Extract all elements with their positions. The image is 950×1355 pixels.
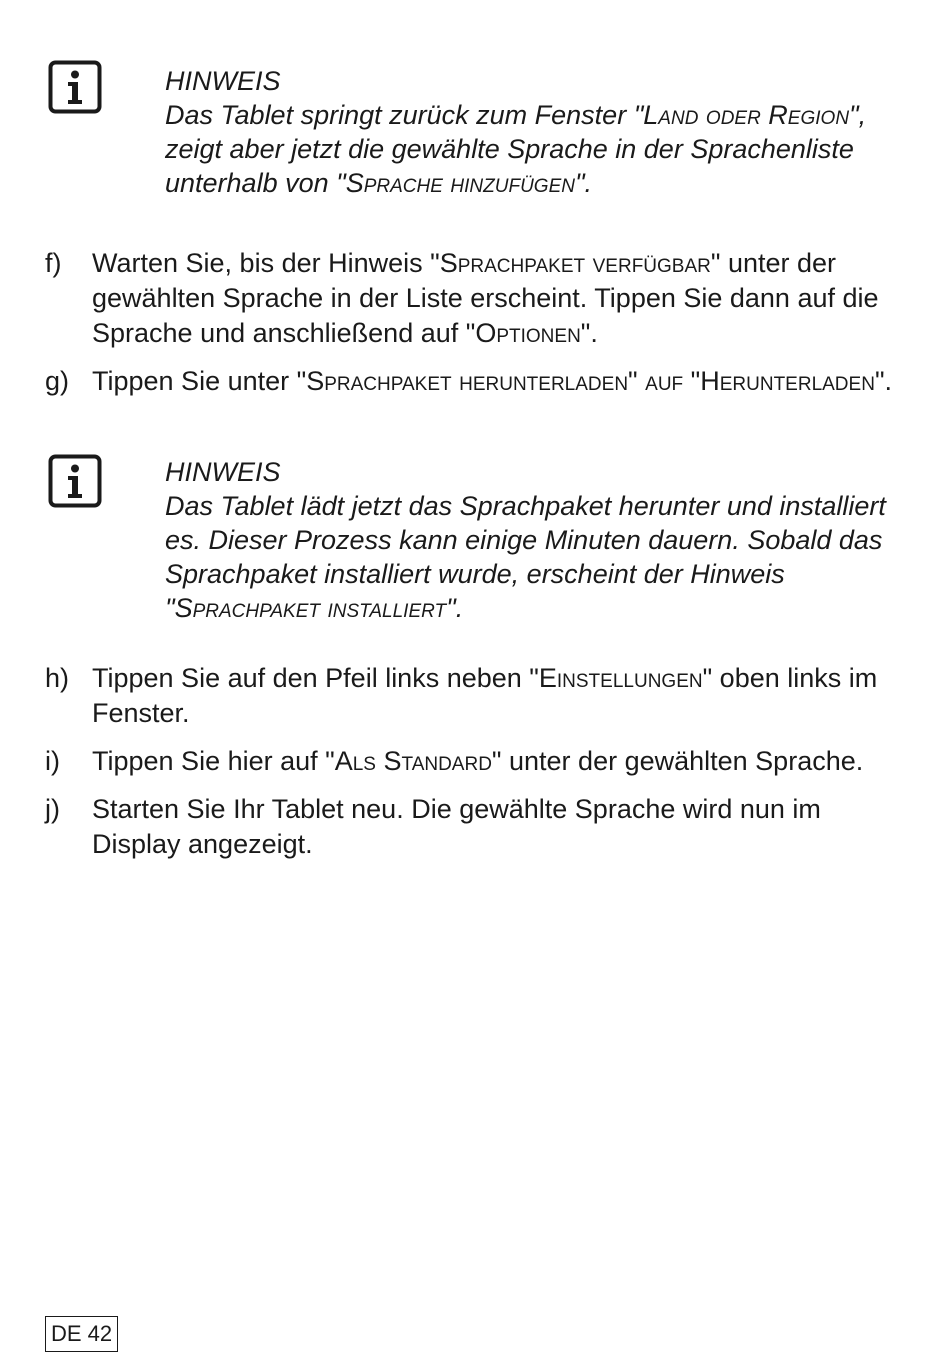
step-marker: h) [45,663,70,693]
small-caps-term: Sprachpaket installiert [174,593,447,623]
text-run: ". [874,366,893,396]
steps-list-2 [45,661,905,862]
text-run: " [628,366,646,396]
small-caps-term: Land oder Region [643,100,850,130]
step-item [45,246,905,351]
text-run: Tippen Sie auf den Pfeil links neben " [92,663,539,693]
text-run: " [683,366,701,396]
info-icon [48,454,102,508]
step-text [92,364,905,399]
small-caps-term: auf [645,366,684,396]
step-text [92,246,905,351]
step-text [92,661,905,731]
step-item [45,364,905,399]
info-icon [48,60,102,114]
page-number: DE 42 [45,1316,118,1352]
text-run: Das Tablet springt zurück zum Fenster " [165,100,644,130]
small-caps-term: Sprachpaket verfügbar [439,248,711,278]
small-caps-term: Als Standard [334,746,492,776]
step-marker: j) [45,794,60,824]
step-text [92,744,905,779]
note-body [165,64,905,200]
note-text [165,100,866,198]
note-title: HINWEIS [165,66,281,96]
text-run: " oben links im Fenster. [92,663,878,728]
text-run: " unter der gewählten Sprache in der Liste erscheint. Tippen Sie dann auf die Sprache und anschließend auf " [92,248,879,348]
text-run: Tippen Sie hier auf " [92,746,335,776]
note-body [165,455,905,625]
small-caps-term: Einstellungen [538,663,703,693]
note-text [165,491,886,623]
step-marker: i) [45,746,60,776]
text-run: ", zeigt aber jetzt die gewählte Sprache in der Sprachenliste unterhalb von " [165,100,867,198]
text-run: ". [446,593,464,623]
step-item [45,744,905,779]
text-run: ". [574,168,593,198]
small-caps-term: Herunterladen [700,366,875,396]
steps-list-1 [45,246,905,399]
step-item [45,792,905,862]
text-run: ". [580,318,598,348]
text-run: Starten Sie Ihr Tablet neu. Die gewählte Sprache wird nun im Display angezeigt. [92,794,821,859]
step-item [45,661,905,731]
step-marker: f) [45,248,62,278]
text-run: Warten Sie, bis der Hinweis " [92,248,440,278]
text-run: Tippen Sie unter " [92,366,307,396]
text-run: Das Tablet lädt jetzt das Sprachpaket herunter und installiert es. Dieser Prozess kann einige Minuten dauern. Sobald das Sprachpaket installiert wurde, erscheint der Hinweis " [165,491,886,623]
step-marker: g) [45,366,70,396]
text-run: " unter der gewählten Sprache. [491,746,864,776]
small-caps-term: Optionen [475,318,581,348]
small-caps-term: Sprache hinzufügen [345,168,575,198]
step-text [92,792,905,862]
small-caps-term: Sprachpaket herunterladen [306,366,629,396]
note-title: HINWEIS [165,457,281,487]
